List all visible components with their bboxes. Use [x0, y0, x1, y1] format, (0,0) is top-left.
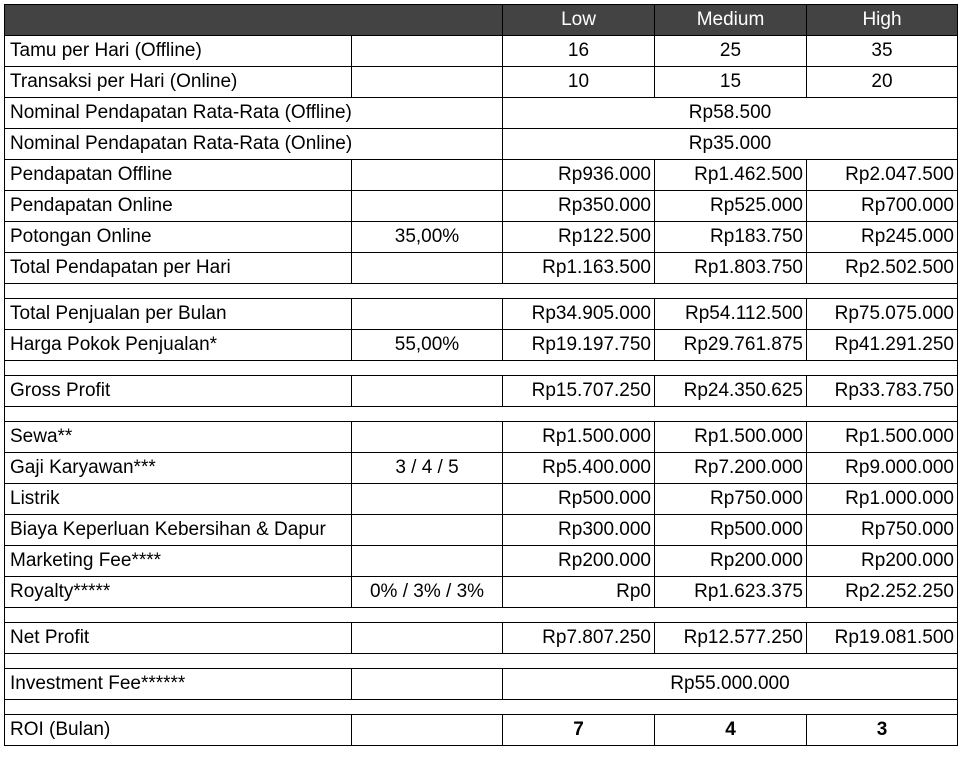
cell-low[interactable]: Rp15.707.250	[503, 376, 655, 407]
row-label[interactable]: Biaya Keperluan Kebersihan & Dapur	[5, 515, 352, 546]
spacer-cell	[5, 407, 958, 422]
row-total-penjualan	[5, 299, 958, 330]
spacer-row	[5, 654, 958, 669]
row-label[interactable]: Nominal Pendapatan Rata-Rata (Offline)	[5, 98, 503, 129]
row-label[interactable]: Listrik	[5, 484, 352, 515]
spacer-row	[5, 361, 958, 376]
row-param[interactable]	[352, 546, 503, 577]
row-label[interactable]: Gross Profit	[5, 376, 352, 407]
row-param[interactable]	[352, 376, 503, 407]
cell-high[interactable]: Rp750.000	[807, 515, 958, 546]
cell-low[interactable]: Rp936.000	[503, 160, 655, 191]
row-param[interactable]	[352, 669, 503, 700]
spacer-cell	[5, 361, 958, 376]
spacer-row	[5, 608, 958, 623]
row-label[interactable]: Net Profit	[5, 623, 352, 654]
row-param[interactable]: 35,00%	[352, 222, 503, 253]
row-param[interactable]	[352, 191, 503, 222]
spacer-cell	[5, 608, 958, 623]
header-medium: Medium	[655, 5, 807, 36]
row-net-profit	[5, 623, 958, 654]
row-pendapatan-offline	[5, 160, 958, 191]
cell-medium[interactable]: Rp500.000	[655, 515, 807, 546]
row-transaksi	[5, 67, 958, 98]
row-total-pendapatan	[5, 253, 958, 284]
row-label[interactable]: Potongan Online	[5, 222, 352, 253]
cell-low[interactable]: Rp5.400.000	[503, 453, 655, 484]
row-gaji	[5, 453, 958, 484]
spacer-row	[5, 700, 958, 715]
cell-high[interactable]: Rp2.502.500	[807, 253, 958, 284]
cell-low[interactable]: Rp0	[503, 577, 655, 608]
row-param[interactable]: 3 / 4 / 5	[352, 453, 503, 484]
cell-merged-value[interactable]: Rp55.000.000	[503, 669, 958, 700]
cell-high[interactable]: Rp75.075.000	[807, 299, 958, 330]
spacer-cell	[5, 700, 958, 715]
cell-medium[interactable]: Rp24.350.625	[655, 376, 807, 407]
cell-low[interactable]: Rp500.000	[503, 484, 655, 515]
spacer-cell	[5, 284, 958, 299]
spacer-cell	[5, 654, 958, 669]
cell-low[interactable]: Rp122.500	[503, 222, 655, 253]
row-listrik	[5, 484, 958, 515]
cell-medium[interactable]: Rp750.000	[655, 484, 807, 515]
cell-high[interactable]: Rp33.783.750	[807, 376, 958, 407]
spacer-row	[5, 407, 958, 422]
row-label[interactable]: Transaksi per Hari (Online)	[5, 67, 352, 98]
cell-high[interactable]: Rp245.000	[807, 222, 958, 253]
row-label[interactable]: Harga Pokok Penjualan*	[5, 330, 352, 361]
cell-medium[interactable]: Rp29.761.875	[655, 330, 807, 361]
cell-high[interactable]: Rp41.291.250	[807, 330, 958, 361]
cell-high[interactable]: 20	[807, 67, 958, 98]
cell-medium[interactable]: Rp1.803.750	[655, 253, 807, 284]
cell-high[interactable]: Rp2.047.500	[807, 160, 958, 191]
cell-medium[interactable]: Rp1.500.000	[655, 422, 807, 453]
cell-medium[interactable]: Rp525.000	[655, 191, 807, 222]
cell-high[interactable]: Rp200.000	[807, 546, 958, 577]
spacer-row	[5, 284, 958, 299]
row-param[interactable]: 55,00%	[352, 330, 503, 361]
row-nominal-offline	[5, 98, 958, 129]
row-roi	[5, 715, 958, 746]
header-blank-cell	[5, 5, 503, 36]
cell-merged-value[interactable]: Rp35.000	[503, 129, 958, 160]
cell-merged-value[interactable]: Rp58.500	[503, 98, 958, 129]
row-label[interactable]: Total Pendapatan per Hari	[5, 253, 352, 284]
row-label[interactable]: Pendapatan Offline	[5, 160, 352, 191]
row-gross-profit	[5, 376, 958, 407]
row-tamu	[5, 36, 958, 67]
cell-high[interactable]: Rp1.000.000	[807, 484, 958, 515]
cell-medium[interactable]: Rp183.750	[655, 222, 807, 253]
cell-medium[interactable]: 25	[655, 36, 807, 67]
header-row	[5, 5, 958, 36]
cell-high[interactable]: 3	[807, 715, 958, 746]
cell-low[interactable]: 7	[503, 715, 655, 746]
row-pendapatan-online	[5, 191, 958, 222]
row-param[interactable]	[352, 36, 503, 67]
row-label[interactable]: ROI (Bulan)	[5, 715, 352, 746]
row-param[interactable]	[352, 160, 503, 191]
cell-medium[interactable]: Rp7.200.000	[655, 453, 807, 484]
row-potongan-online	[5, 222, 958, 253]
row-label[interactable]: Sewa**	[5, 422, 352, 453]
row-nominal-online	[5, 129, 958, 160]
row-label[interactable]: Marketing Fee****	[5, 546, 352, 577]
row-label[interactable]: Pendapatan Online	[5, 191, 352, 222]
row-param[interactable]	[352, 515, 503, 546]
cell-medium[interactable]: Rp1.623.375	[655, 577, 807, 608]
row-label[interactable]: Total Penjualan per Bulan	[5, 299, 352, 330]
row-param[interactable]	[352, 253, 503, 284]
cell-low[interactable]: Rp19.197.750	[503, 330, 655, 361]
row-param[interactable]	[352, 299, 503, 330]
cell-low[interactable]: 16	[503, 36, 655, 67]
cell-low[interactable]: Rp300.000	[503, 515, 655, 546]
financial-projection-table	[4, 4, 958, 746]
cell-low[interactable]: Rp34.905.000	[503, 299, 655, 330]
row-param[interactable]	[352, 422, 503, 453]
cell-medium[interactable]: Rp1.462.500	[655, 160, 807, 191]
cell-medium[interactable]: 4	[655, 715, 807, 746]
header-high: High	[807, 5, 958, 36]
row-label[interactable]: Investment Fee******	[5, 669, 352, 700]
row-marketing	[5, 546, 958, 577]
row-param[interactable]	[352, 484, 503, 515]
cell-high[interactable]: Rp1.500.000	[807, 422, 958, 453]
cell-high[interactable]: 35	[807, 36, 958, 67]
header-low: Low	[503, 5, 655, 36]
row-sewa	[5, 422, 958, 453]
cell-low[interactable]: Rp350.000	[503, 191, 655, 222]
row-label[interactable]: Gaji Karyawan***	[5, 453, 352, 484]
cell-low[interactable]: Rp200.000	[503, 546, 655, 577]
row-kebersihan	[5, 515, 958, 546]
row-param[interactable]	[352, 715, 503, 746]
cell-medium[interactable]: 15	[655, 67, 807, 98]
row-label[interactable]: Nominal Pendapatan Rata-Rata (Online)	[5, 129, 503, 160]
cell-low[interactable]: Rp7.807.250	[503, 623, 655, 654]
cell-high[interactable]: Rp700.000	[807, 191, 958, 222]
cell-high[interactable]: Rp19.081.500	[807, 623, 958, 654]
row-investment	[5, 669, 958, 700]
row-label[interactable]: Tamu per Hari (Offline)	[5, 36, 352, 67]
row-param[interactable]	[352, 67, 503, 98]
cell-high[interactable]: Rp2.252.250	[807, 577, 958, 608]
cell-low[interactable]: Rp1.163.500	[503, 253, 655, 284]
financial-projection-sheet	[4, 4, 957, 746]
cell-low[interactable]: Rp1.500.000	[503, 422, 655, 453]
cell-high[interactable]: Rp9.000.000	[807, 453, 958, 484]
cell-medium[interactable]: Rp200.000	[655, 546, 807, 577]
row-royalty	[5, 577, 958, 608]
row-param[interactable]: 0% / 3% / 3%	[352, 577, 503, 608]
cell-medium[interactable]: Rp54.112.500	[655, 299, 807, 330]
row-param[interactable]	[352, 623, 503, 654]
row-hpp	[5, 330, 958, 361]
cell-medium[interactable]: Rp12.577.250	[655, 623, 807, 654]
row-label[interactable]: Royalty*****	[5, 577, 352, 608]
cell-low[interactable]: 10	[503, 67, 655, 98]
